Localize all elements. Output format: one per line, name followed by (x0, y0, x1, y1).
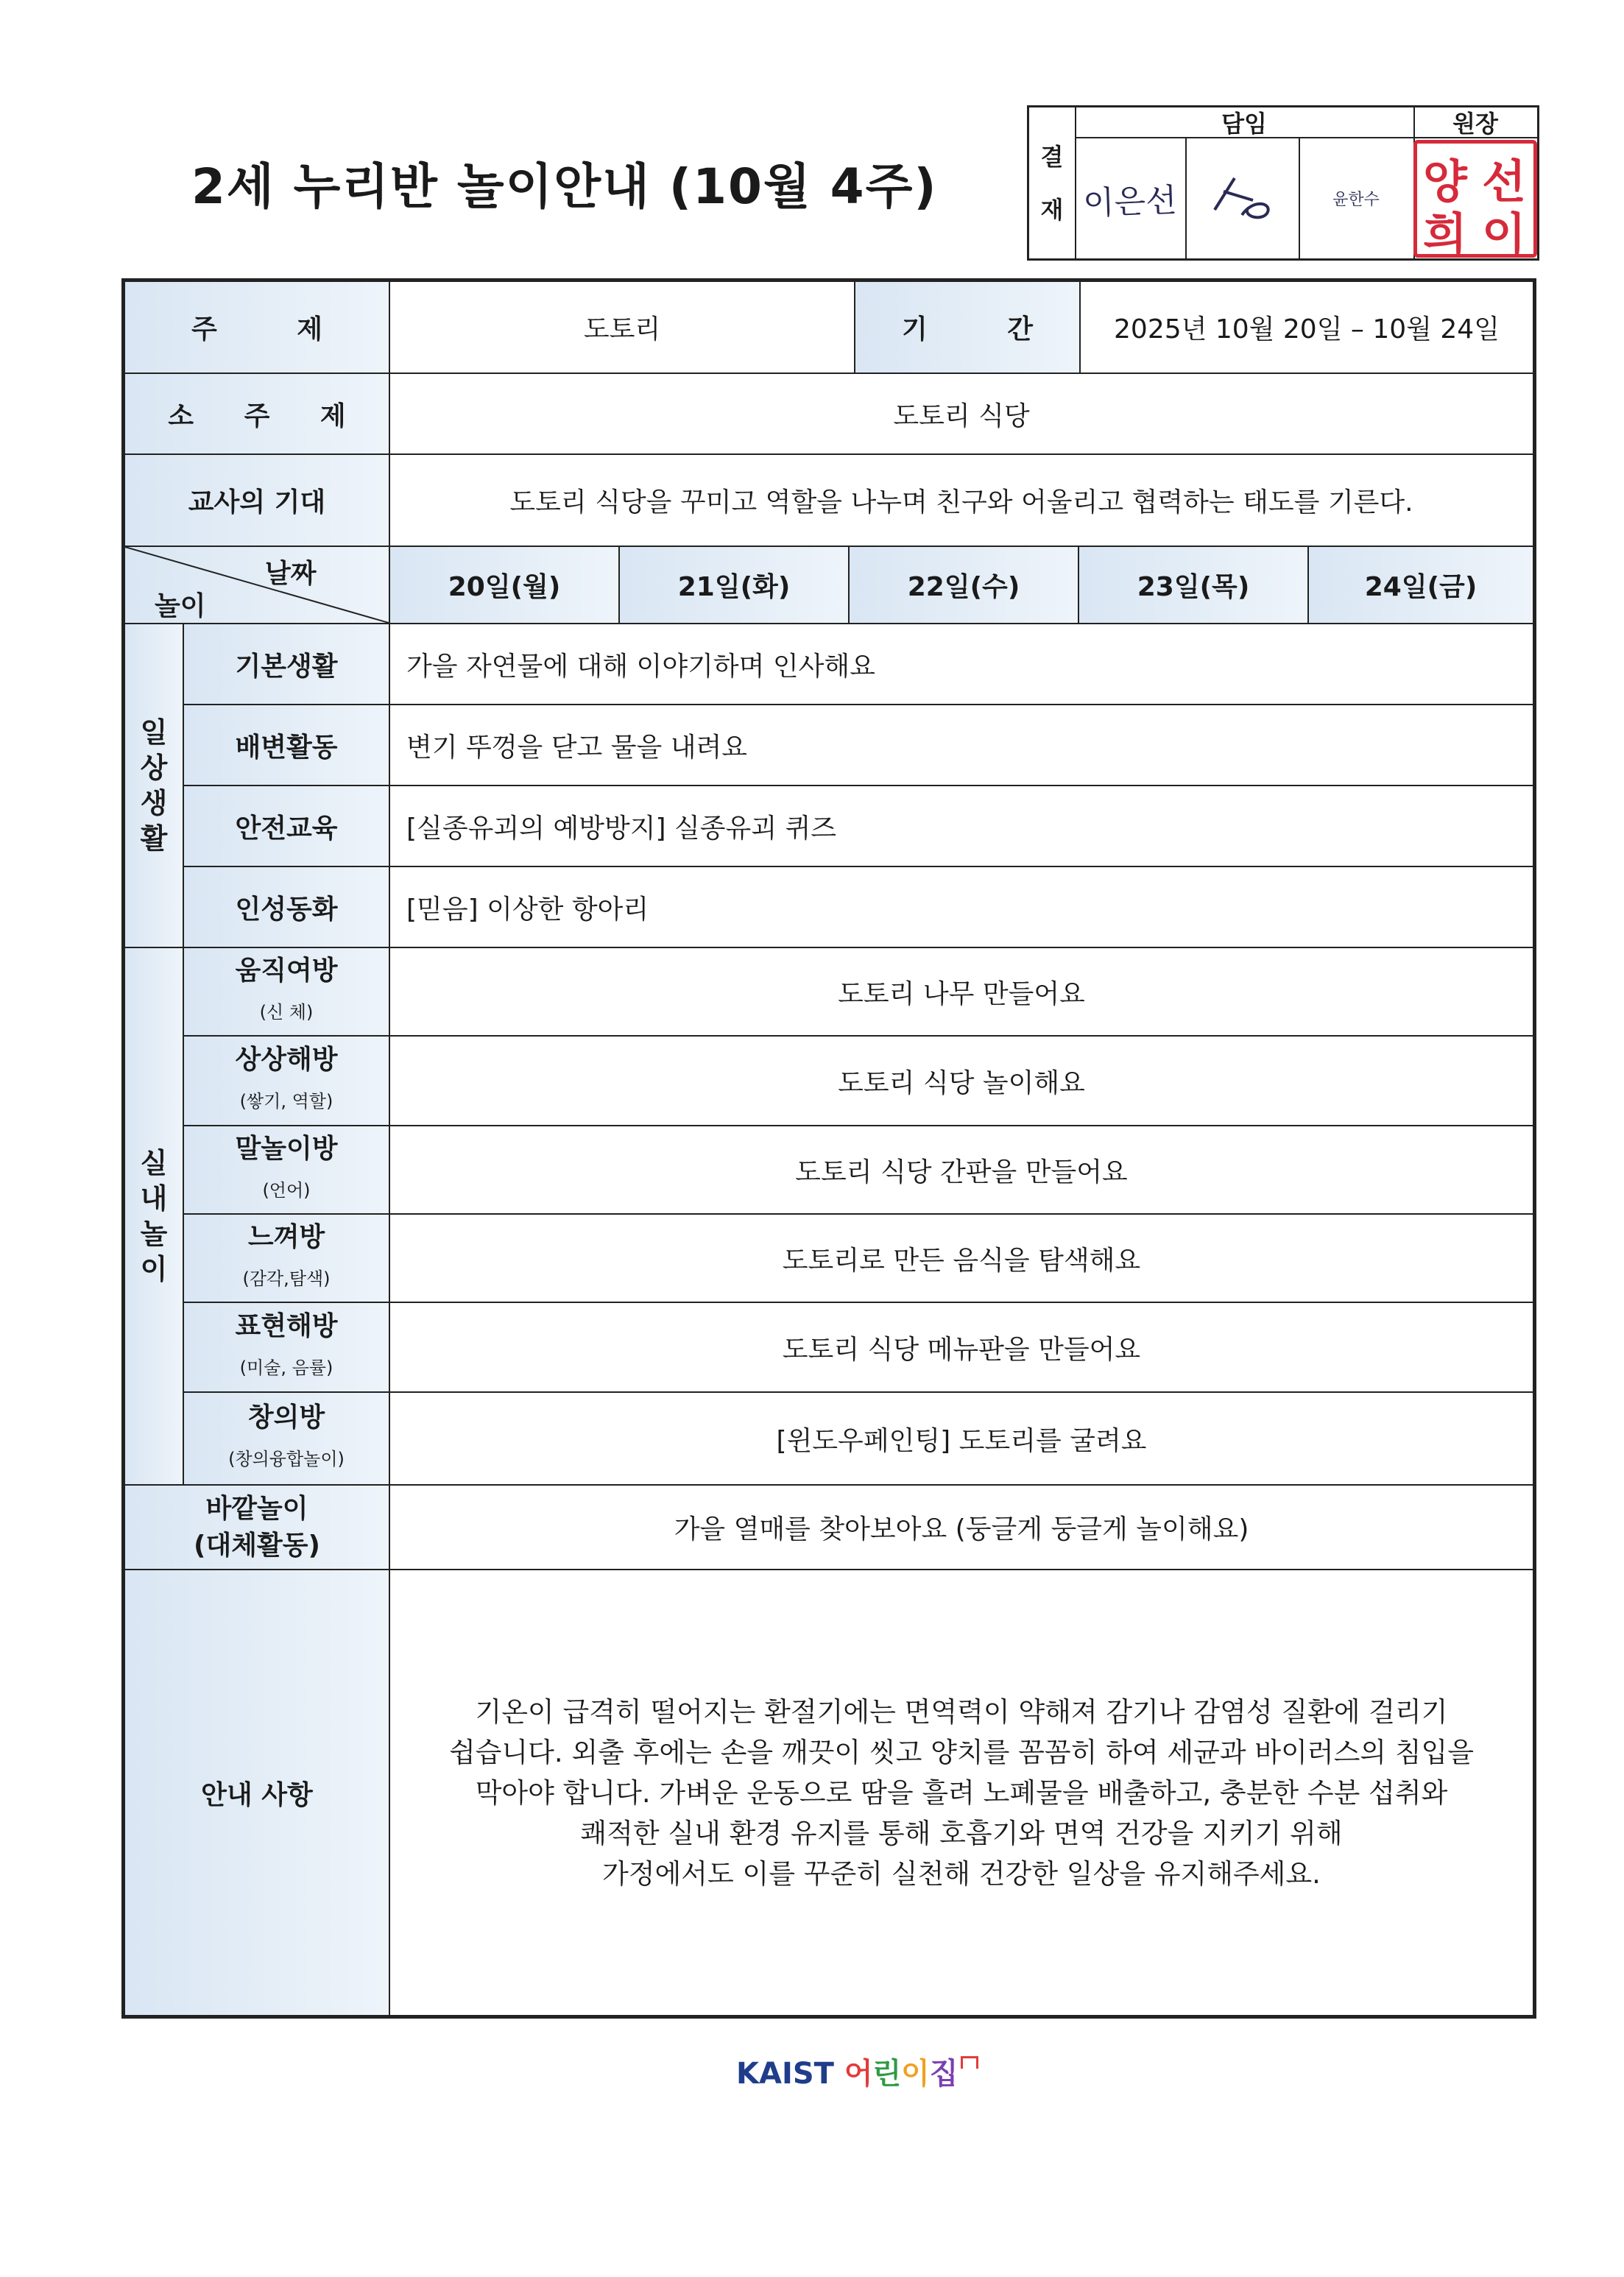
indoor-room-text: 도토리 나무 만들어요 (390, 948, 1533, 1037)
daily-row-text: [믿음] 이상한 항아리 (390, 867, 1533, 948)
day-header: 23일(목) (1079, 547, 1309, 624)
day-header: 22일(수) (850, 547, 1079, 624)
day-header: 21일(화) (620, 547, 850, 624)
house-icon (961, 2056, 978, 2069)
approval-box (1027, 105, 1539, 261)
outdoor-label: 바깥놀이 (대체활동) (125, 1486, 390, 1570)
outdoor-text: 가을 열매를 찾아보아요 (둥글게 둥글게 놀이해요) (390, 1486, 1533, 1570)
daily-row-label: 배변활동 (184, 705, 390, 786)
expectation-value: 도토리 식당을 꾸미고 역할을 나누며 친구와 어울리고 협력하는 태도를 기른다. (390, 455, 1533, 547)
teacher-signature-1: 이은선 (1075, 138, 1187, 258)
indoor-room-text: 도토리 식당 간판을 만들어요 (390, 1126, 1533, 1215)
page-title: 2세 누리반 놀이안내 (10월 4주) (191, 158, 938, 215)
period-label: 기 간 (855, 282, 1081, 374)
period-value: 2025년 10월 20일 – 10월 24일 (1081, 282, 1533, 374)
day-header: 20일(월) (390, 547, 620, 624)
indoor-room-label: 느껴방 (감각,탐색) (184, 1215, 390, 1303)
handwritten-signature-icon (1201, 169, 1282, 228)
notice-text: 기온이 급격히 떨어지는 환절기에는 면역력이 약해져 감기나 감염성 질환에 걸리기 쉽습니다. 외출 후에는 손을 깨끗이 씻고 양치를 꼼꼼히 하여 세균과 바이러스의 침입을 막아야 합니다. 가벼운 운동으로 땀을 흘려 노폐물을 배출하고, 충분한 수분 섭취와 쾌적한 실내 환경 유지를 통해 호흡기와 면역 건강을 지키기 위해 가정에서도 이를 꾸준히 실천해 건강한 일상을 유지해주세요. (448, 1695, 1475, 1890)
topic-label: 주 제 (125, 282, 390, 374)
approval-side-label: 결 재 (1029, 107, 1076, 258)
indoor-room-label: 움직여방 (신 체) (184, 948, 390, 1037)
topic-value: 도토리 (390, 282, 855, 374)
seal-stamp-icon: 양 선 희 이 (1413, 140, 1537, 258)
indoor-room-label: 표현해방 (미술, 음률) (184, 1303, 390, 1393)
approval-director-header: 원장 (1413, 107, 1537, 138)
indoor-room-label: 창의방 (창의융합놀이) (184, 1393, 390, 1486)
daily-row-label: 안전교육 (184, 786, 390, 867)
indoor-room-text: 도토리로 만든 음식을 탐색해요 (390, 1215, 1533, 1303)
daily-row-text: [실종유괴의 예방방지] 실종유괴 퀴즈 (390, 786, 1533, 867)
plan-table (121, 278, 1536, 2019)
notice-label: 안내 사항 (125, 1570, 390, 2015)
footer-logo: KAIST 어린이집 (736, 2050, 978, 2092)
indoor-room-label: 말놀이방 (언어) (184, 1126, 390, 1215)
daily-row-label: 인성동화 (184, 867, 390, 948)
director-seal (1413, 138, 1537, 261)
daily-row-text: 변기 뚜껑을 닫고 물을 내려요 (390, 705, 1533, 786)
subtopic-value: 도토리 식당 (390, 374, 1533, 455)
teacher-signature-2 (1185, 138, 1300, 258)
daily-row-text: 가을 자연물에 대해 이야기하며 인사해요 (390, 624, 1533, 705)
indoor-room-text: 도토리 식당 메뉴판을 만들어요 (390, 1303, 1533, 1393)
date-play-corner (125, 547, 390, 624)
teacher-signature-3: 윤한수 (1299, 138, 1415, 258)
corner-date-label: 날짜 (265, 559, 317, 589)
expectation-label: 교사의 기대 (125, 455, 390, 547)
corner-play-label: 놀이 (155, 591, 206, 621)
indoor-room-text: 도토리 식당 놀이해요 (390, 1037, 1533, 1126)
day-header: 24일(금) (1309, 547, 1533, 624)
approval-teacher-header: 담임 (1075, 107, 1415, 138)
indoor-room-text: [윈도우페인팅] 도토리를 굴려요 (390, 1393, 1533, 1486)
indoor-room-label: 상상해방 (쌓기, 역할) (184, 1037, 390, 1126)
indoor-play-group-label: 실 내 놀 이 (125, 948, 184, 1486)
daily-row-label: 기본생활 (184, 624, 390, 705)
daily-life-group-label: 일 상 생 활 (125, 624, 184, 948)
subtopic-label: 소 주 제 (125, 374, 390, 455)
